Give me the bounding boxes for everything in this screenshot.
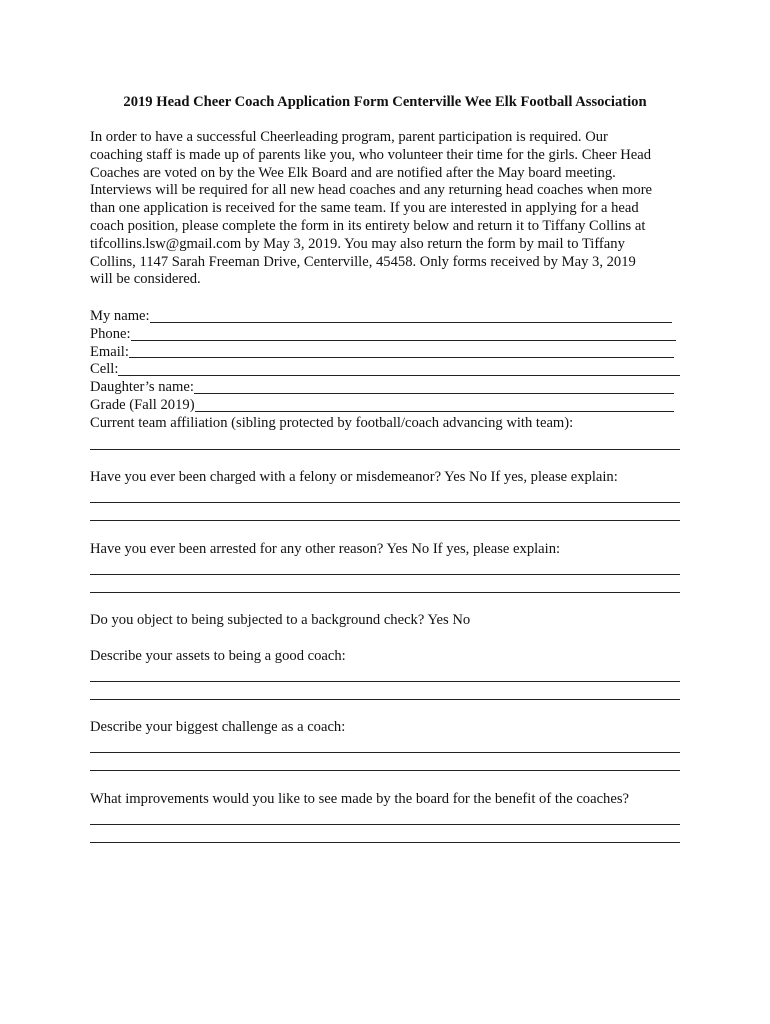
daughters-name-blank[interactable] (194, 380, 674, 394)
improvements-answer-line[interactable] (90, 824, 680, 825)
grade-field[interactable] (90, 397, 674, 415)
felony-answer-line[interactable] (90, 520, 680, 521)
email-label: Email: (90, 343, 129, 360)
arrested-answer-line[interactable] (90, 574, 680, 575)
contact-fields (90, 308, 682, 415)
intro-paragraph (90, 129, 690, 289)
grade-label: Grade (Fall 2019) (90, 396, 195, 413)
improvements-question: What improvements would you like to see made by the board for the benefit of the coaches? (90, 791, 629, 807)
improvements-answer-line[interactable] (90, 842, 680, 843)
intro-line: coaching staff is made up of parents like you, who volunteer their time for the girls. Cheer Head (90, 146, 652, 163)
cell-field[interactable] (90, 361, 680, 379)
email-field[interactable] (90, 344, 674, 362)
phone-field[interactable] (90, 326, 676, 344)
cell-label: Cell: (90, 361, 119, 378)
intro-line: Collins, 1147 Sarah Freeman Drive, Centerville, 45458. Only forms received by May 3, 2019 (90, 253, 636, 270)
felony-question: Have you ever been charged with a felony or misdemeanor? Yes No If yes, please explain: (90, 469, 618, 485)
intro-line: Interviews will be required for all new head coaches and any returning head coaches when more (90, 182, 653, 199)
intro-line: than one application is received for the same team. If you are interested in applying for a head (90, 200, 639, 217)
challenge-question: Describe your biggest challenge as a coach: (90, 719, 346, 735)
cell-blank[interactable] (118, 362, 680, 376)
assets-answer-line[interactable] (90, 699, 680, 700)
daughters-name-label: Daughter’s name: (90, 379, 194, 396)
arrested-answer-line[interactable] (90, 592, 680, 593)
grade-blank[interactable] (195, 398, 674, 412)
team-affiliation-answer-line[interactable] (90, 449, 680, 450)
email-blank[interactable] (129, 344, 674, 358)
assets-question: Describe your assets to being a good coach: (90, 648, 346, 664)
phone-blank[interactable] (131, 327, 676, 341)
felony-answer-line[interactable] (90, 502, 680, 503)
intro-line: In order to have a successful Cheerleading program, parent participation is required. Our (90, 129, 608, 145)
intro-line: Coaches are voted on by the Wee Elk Board and are notified after the May board meeting. (90, 164, 616, 181)
challenge-answer-line[interactable] (90, 752, 680, 753)
form-title: 2019 Head Cheer Coach Application Form Centerville Wee Elk Football Association (123, 94, 647, 110)
team-affiliation-question: Current team affiliation (sibling protected by football/coach advancing with team): (90, 415, 574, 431)
assets-answer-line[interactable] (90, 681, 680, 682)
intro-line: coach position, please complete the form in its entirety below and return it to Tiffany Collins at (90, 217, 646, 234)
challenge-answer-line[interactable] (90, 770, 680, 771)
intro-line: will be considered. (90, 271, 201, 288)
phone-label: Phone: (90, 325, 131, 342)
my-name-label: My name: (90, 308, 150, 324)
intro-line: tifcollins.lsw@gmail.com by May 3, 2019. You may also return the form by mail to Tiffany (90, 235, 625, 252)
background-check-question: Do you object to being subjected to a background check? Yes No (90, 612, 471, 628)
my-name-field[interactable] (90, 308, 672, 326)
my-name-blank[interactable] (150, 309, 672, 323)
arrested-question: Have you ever been arrested for any other reason? Yes No If yes, please explain: (90, 541, 561, 557)
daughters-name-field[interactable] (90, 379, 674, 397)
